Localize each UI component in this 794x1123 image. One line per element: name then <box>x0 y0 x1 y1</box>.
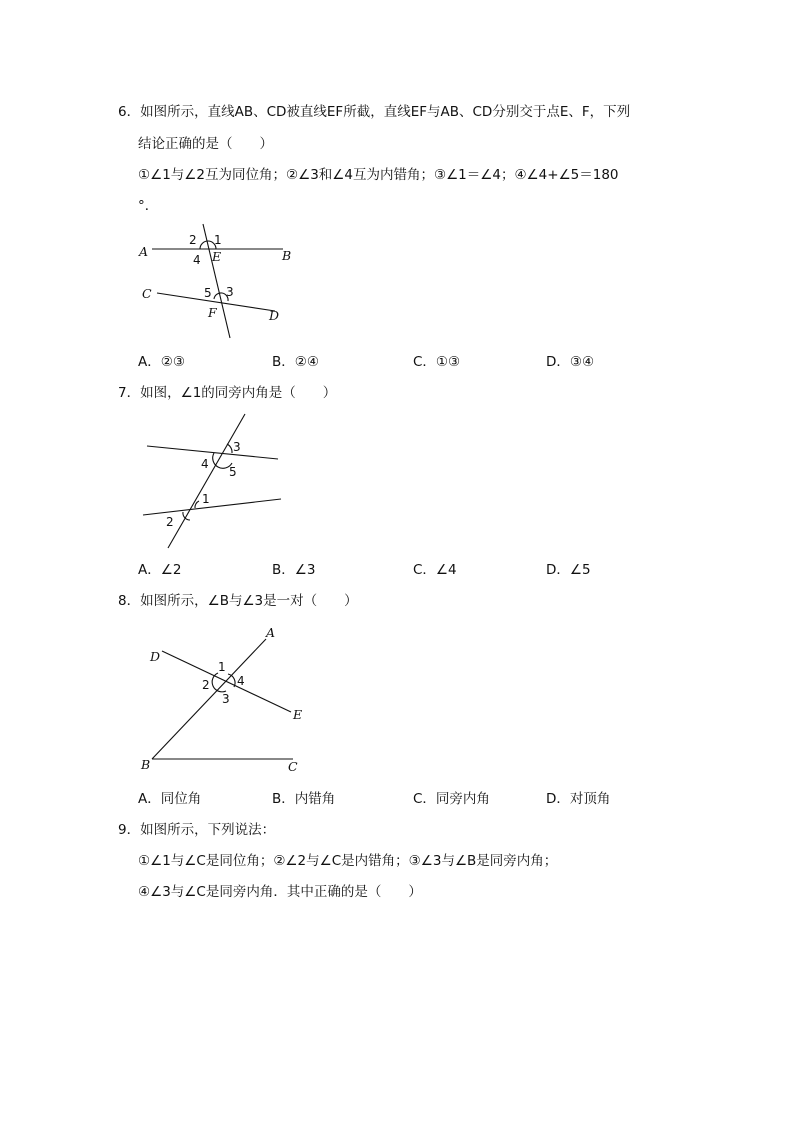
angle-label-2: 2 <box>202 678 210 692</box>
line-lower <box>143 499 281 515</box>
label-c: C <box>288 759 298 774</box>
angle-label-1: 1 <box>202 492 210 506</box>
q9-statements-line1: ①∠1与∠C是同位角；②∠2与∠C是内错角；③∠3与∠B是同旁内角； <box>138 853 558 869</box>
transversal <box>168 414 245 548</box>
q8-option-a[interactable]: A．同位角 <box>138 791 202 807</box>
label-f: F <box>208 305 217 320</box>
q8-option-b[interactable]: B．内错角 <box>272 791 336 807</box>
angle-arc-1 <box>195 501 199 508</box>
label-b: B <box>282 248 292 263</box>
label-a: A <box>266 625 276 640</box>
angle-label-3: 3 <box>226 285 234 299</box>
angle-label-5: 5 <box>229 465 237 479</box>
angle-arc-upper-right <box>227 444 232 453</box>
angle-label-5: 5 <box>204 286 212 300</box>
q7-option-a[interactable]: A．∠2 <box>138 562 182 578</box>
angle-label-3: 3 <box>233 440 241 454</box>
angle-label-2: 2 <box>189 233 197 247</box>
q8-figure <box>138 623 318 775</box>
q6-option-d[interactable]: D．③④ <box>546 354 595 370</box>
q6-figure <box>130 218 310 346</box>
label-d: D <box>269 308 280 323</box>
q8-option-c[interactable]: C．同旁内角 <box>413 791 490 807</box>
q7-option-c[interactable]: C．∠4 <box>413 562 457 578</box>
angle-label-3: 3 <box>222 692 230 706</box>
q7-option-d[interactable]: D．∠5 <box>546 562 591 578</box>
q6-option-b[interactable]: B．②④ <box>272 354 319 370</box>
q8-option-d[interactable]: D．对顶角 <box>546 791 611 807</box>
label-d: D <box>150 649 161 664</box>
segment-ba <box>152 639 266 759</box>
q9-stem: 9．如图所示，下列说法： <box>118 822 276 838</box>
label-a: A <box>139 244 149 259</box>
q9-statements-line2: ④∠3与∠C是同旁内角．其中正确的是（ ） <box>138 884 422 900</box>
q6-statements-line1: ①∠1与∠2互为同位角；②∠3和∠4互为内错角；③∠1＝∠4；④∠4+∠5＝180 <box>138 167 619 183</box>
q7-figure <box>135 408 295 556</box>
angle-label-1: 1 <box>214 233 222 247</box>
angle-label-1: 1 <box>218 660 226 674</box>
angle-label-4: 4 <box>193 253 201 267</box>
angle-label-4: 4 <box>237 674 245 688</box>
label-c: C <box>142 286 152 301</box>
q6-statements-line2: °． <box>138 198 159 214</box>
label-b: B <box>141 757 151 772</box>
q6-option-c[interactable]: C．①③ <box>413 354 461 370</box>
q7-option-b[interactable]: B．∠3 <box>272 562 316 578</box>
q6-option-a[interactable]: A．②③ <box>138 354 185 370</box>
label-e: E <box>212 249 222 264</box>
q7-stem: 7．如图，∠1的同旁内角是（ ） <box>118 385 337 401</box>
label-e: E <box>293 707 303 722</box>
q8-stem: 8．如图所示，∠B与∠3是一对（ ） <box>118 593 358 609</box>
q6-stem-line2: 结论正确的是（ ） <box>138 136 273 152</box>
q6-stem-line1: 6．如图所示，直线AB、CD被直线EF所截，直线EF与AB、CD分别交于点E、F，下列 <box>118 104 631 120</box>
angle-label-4: 4 <box>201 457 209 471</box>
angle-label-2: 2 <box>166 515 174 529</box>
